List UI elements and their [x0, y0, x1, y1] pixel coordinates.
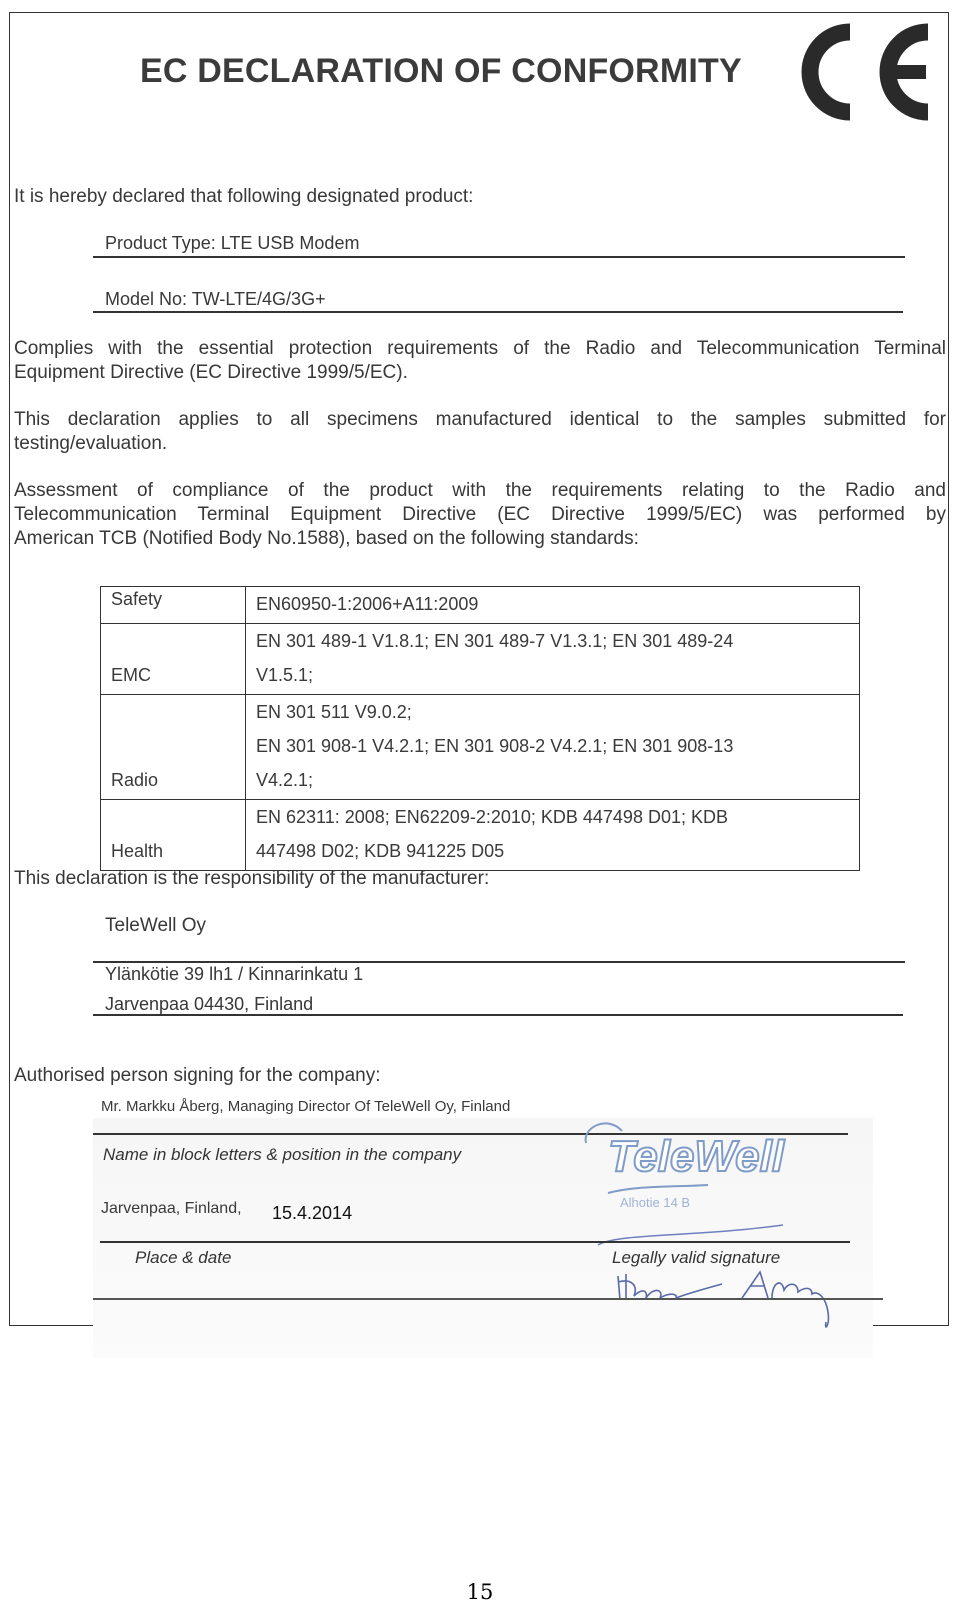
table-cell-standards	[246, 695, 860, 800]
standard-line: V4.2.1;	[256, 770, 314, 790]
table-row	[101, 695, 860, 800]
standard-line: EN 301 511 V9.0.2;	[256, 702, 412, 722]
stamp-line	[608, 1185, 708, 1193]
address-underline	[93, 1014, 903, 1016]
intro-text: It is hereby declared that following designated product:	[14, 186, 474, 207]
signing-place: Jarvenpaa, Finland,	[101, 1200, 242, 1217]
model-number: Model No: TW-LTE/4G/3G+	[105, 289, 326, 309]
paragraph-applicability	[14, 408, 946, 456]
handwritten-signature	[612, 1268, 842, 1334]
table-cell-standards	[246, 587, 860, 624]
manufacturer-name: TeleWell Oy	[105, 915, 207, 936]
standard-line: V1.5.1;	[256, 665, 314, 685]
table-cell-category: Safety	[101, 587, 246, 624]
table-cell-standards	[246, 800, 860, 871]
standard-line: 447498 D02; KDB 941225 D05	[256, 841, 505, 861]
paragraph-line: testing/evaluation.	[14, 433, 168, 454]
signing-date: 15.4.2014	[272, 1203, 353, 1223]
paragraph-line: Telecommunication Terminal Equipment Directive (EC Directive 1999/5/EC) was performed by	[14, 504, 946, 525]
paragraph-compliance	[14, 337, 946, 385]
signer-name: Mr. Markku Åberg, Managing Director Of TeleWell Oy, Finland	[101, 1098, 511, 1115]
table-row	[101, 587, 860, 624]
signature-underline	[93, 1298, 883, 1300]
place-date-underline	[100, 1241, 850, 1243]
table-cell-standards	[246, 624, 860, 695]
standard-line: EN60950-1:2006+A11:2009	[256, 594, 479, 614]
paragraph-line: Assessment of compliance of the product with the requirements relating to the Radio and	[14, 480, 946, 501]
standards-table	[100, 586, 860, 871]
product-type-underline	[93, 256, 905, 258]
product-type: Product Type: LTE USB Modem	[105, 233, 360, 253]
paragraph-line: American TCB (Notified Body No.1588), based on the following standards:	[14, 528, 639, 549]
company-stamp	[578, 1115, 793, 1255]
signer-caption: Name in block letters & position in the company	[103, 1145, 462, 1164]
manufacturer-address-line1: Ylänkötie 39 lh1 / Kinnarinkatu 1	[105, 964, 364, 984]
stamp-logo: TeleWell	[608, 1132, 785, 1181]
standard-line: EN 62311: 2008; EN62209-2:2010; KDB 447498 D01; KDB	[256, 807, 728, 827]
paragraph-line: This declaration applies to all specimens manufactured identical to the samples submitted for	[14, 409, 946, 430]
table-cell-category: EMC	[101, 624, 246, 695]
manufacturer-address-line2: Jarvenpaa 04430, Finland	[105, 994, 314, 1014]
stamp-address: Alhotie 14 B	[620, 1195, 691, 1210]
page-number: 15	[466, 1580, 494, 1604]
model-number-underline	[93, 311, 903, 313]
standard-line: EN 301 489-1 V1.8.1; EN 301 489-7 V1.3.1; EN 301 489-24	[256, 631, 734, 651]
signature-caption: Legally valid signature	[612, 1248, 781, 1267]
paragraph-assessment	[14, 479, 946, 551]
manufacturer-underline	[93, 961, 905, 963]
paragraph-line: Equipment Directive (EC Directive 1999/5/EC).	[14, 362, 408, 383]
signing-heading: Authorised person signing for the company:	[14, 1065, 381, 1086]
paragraph-line: Complies with the essential protection requirements of the Radio and Telecommunication Terminal	[14, 338, 946, 359]
table-cell-category: Health	[101, 800, 246, 871]
table-row	[101, 800, 860, 871]
ce-mark-icon	[800, 22, 935, 122]
responsibility-text: This declaration is the responsibility of the manufacturer:	[14, 868, 490, 889]
standard-line: EN 301 908-1 V4.2.1; EN 301 908-2 V4.2.1; EN 301 908-13	[256, 736, 734, 756]
table-cell-category: Radio	[101, 695, 246, 800]
page-title: EC DECLARATION OF CONFORMITY	[140, 52, 742, 90]
table-row	[101, 624, 860, 695]
place-date-caption: Place & date	[135, 1248, 232, 1267]
